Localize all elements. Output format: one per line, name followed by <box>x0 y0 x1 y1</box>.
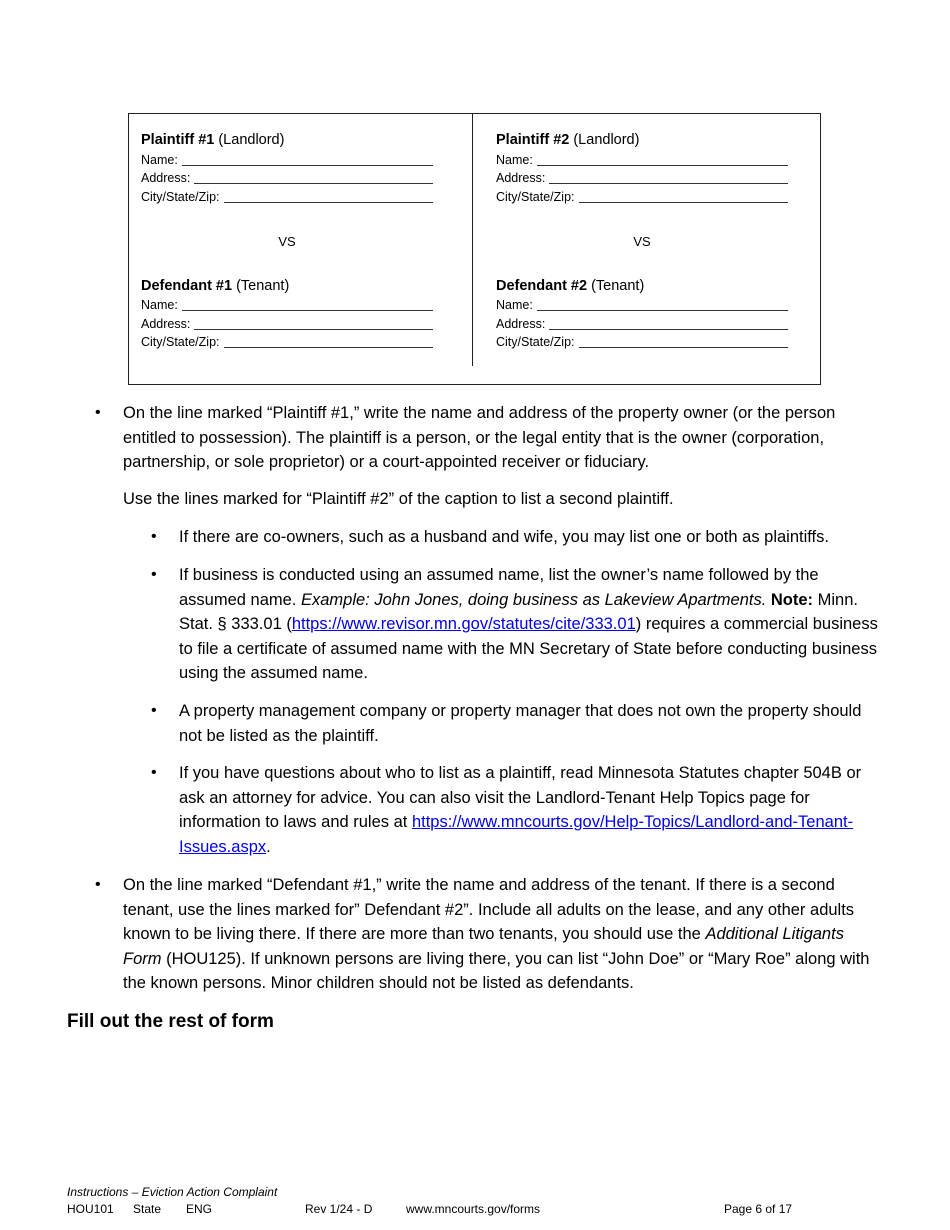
plaintiff-1-address-field[interactable]: Address: <box>141 169 433 188</box>
revisor-statute-link[interactable]: https://www.revisor.mn.gov/statutes/cite/333.01 <box>291 615 636 633</box>
footer-title: Instructions – Eviction Action Complaint <box>67 1185 278 1199</box>
assumed-name-item: If business is conducted using an assumed name, list the owner’s name followed by the assumed name. Example: John Jones, doing business as Lakeview Apartments. Note: Minn. Stat. § 333.01 (https://www.revisor.mn.gov/statutes/cite/333.01) requires a commercial business to file a certificate of assumed name with the MN Secretary of State before conducting business using the assumed name. <box>179 566 878 682</box>
note-label: Note: <box>766 590 814 609</box>
caption-divider <box>472 114 473 366</box>
defendant-1-name-field[interactable]: Name: <box>141 296 433 315</box>
case-caption-box <box>128 113 821 385</box>
footer-url: www.mncourts.gov/forms <box>406 1202 541 1216</box>
section-heading: Fill out the rest of form <box>67 1011 274 1032</box>
defendant-2-name-field[interactable]: Name: <box>496 296 788 315</box>
bullet-dot: • <box>95 876 101 893</box>
caption-left-column <box>141 130 433 351</box>
bullet-dot: • <box>151 702 157 719</box>
example-text: Example: John Jones, doing business as Lakeview Apartments. <box>300 590 767 609</box>
plaintiff-instructions <box>123 401 885 511</box>
co-owners-item: If there are co-owners, such as a husband and wife, you may list one or both as plaintiffs. <box>179 528 829 546</box>
bullet-dot: • <box>151 764 157 781</box>
bullet-dot: • <box>151 566 157 583</box>
defendant-2-city-field[interactable]: City/State/Zip: <box>496 333 788 352</box>
bullet-dot: • <box>151 528 157 545</box>
footer-form-code: HOU101 <box>67 1202 114 1216</box>
footer-state: State <box>133 1202 162 1216</box>
footer-language: ENG <box>186 1202 213 1216</box>
plaintiff-2-city-field[interactable]: City/State/Zip: <box>496 187 788 206</box>
additional-litigants-form-name: Additional Litigants Form <box>123 925 844 968</box>
landlord-tenant-help-link[interactable]: https://www.mncourts.gov/Help-Topics/Landlord-and-Tenant-Issues.aspx <box>179 813 854 856</box>
defendant-1-title: Defendant #1 (Tenant) <box>141 277 290 294</box>
caption-right-column <box>496 130 788 351</box>
footer-page-number: Page 6 of 17 <box>724 1202 793 1216</box>
plaintiff-1-name-field[interactable]: Name: <box>141 150 433 169</box>
defendant-1-address-field[interactable]: Address: <box>141 314 433 333</box>
plaintiff-2-address-field[interactable]: Address: <box>496 169 788 188</box>
management-company-item: A property management company or property manager that does not own the property should not be listed as the plaintiff. <box>179 702 862 745</box>
defendant-2-title: Defendant #2 (Tenant) <box>496 277 645 294</box>
plaintiff-2-name-field[interactable]: Name: <box>496 150 788 169</box>
plaintiff-1-paragraph: On the line marked “Plaintiff #1,” write the name and address of the property owner (or the person entitled to possession). The plaintiff is a person, or the legal entity that is the owner (corporation, partnership, or sole proprietor) or a court-appointed receiver or fiduciary. <box>123 404 836 471</box>
footer-revision: Rev 1/24 - D <box>305 1202 373 1216</box>
plaintiff-1-city-field[interactable]: City/State/Zip: <box>141 187 433 206</box>
defendant-1-city-field[interactable]: City/State/Zip: <box>141 333 433 352</box>
defendant-instructions: On the line marked “Defendant #1,” write the name and address of the tenant. If there is a second tenant, use the lines marked for” Defendant #2”. Include all adults on the lease, and any other adults known to be living there. If there are more than two tenants, you should use the Additional Litigants Form (HOU125). If unknown persons are living there, you can list “John Doe” or “Mary Roe” along with the known persons. Minor children should not be listed as defendants. <box>123 876 870 992</box>
plaintiff-2-title: Plaintiff #2 (Landlord) <box>496 132 640 148</box>
plaintiff-1-title: Plaintiff #1 (Landlord) <box>141 132 285 148</box>
bullet-dot: • <box>95 404 101 421</box>
defendant-2-address-field[interactable]: Address: <box>496 314 788 333</box>
plaintiff-2-paragraph: Use the lines marked for “Plaintiff #2” of the caption to list a second plaintiff. <box>123 489 674 508</box>
plaintiff-questions-item: If you have questions about who to list as a plaintiff, read Minnesota Statutes chapter 504B or ask an attorney for advice. You can also visit the Landlord-Tenant Help Topics page for information to laws and rules at https://www.mncourts.gov/Help-Topics/Landlord-and-Tenant-Issues.aspx. <box>179 764 862 856</box>
vs-label: VS <box>278 233 296 249</box>
vs-label: VS <box>633 233 651 249</box>
